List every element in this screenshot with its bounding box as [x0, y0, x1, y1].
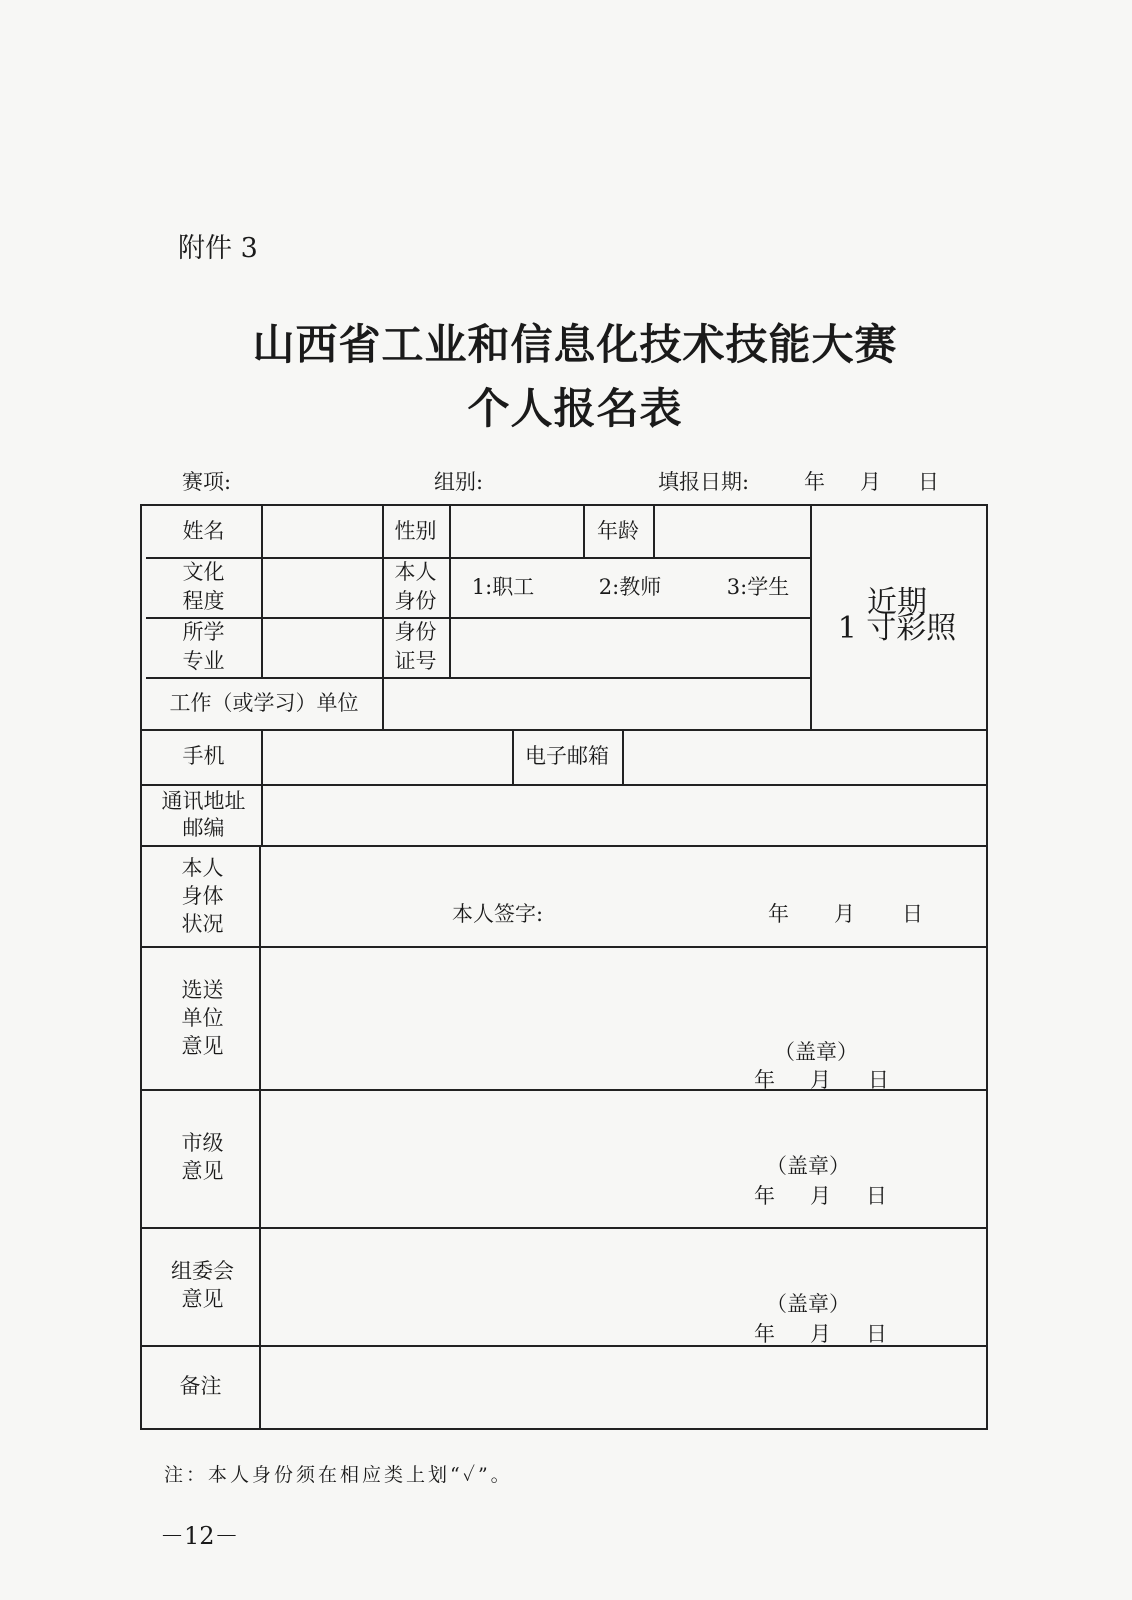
fill-date-month: 月	[860, 470, 881, 494]
recommend-unit-stamp: （盖章）	[774, 1040, 858, 1064]
city-opinion-label: 市级 意见	[181, 1131, 224, 1183]
city-opinion-stamp: （盖章）	[766, 1154, 850, 1178]
name-label: 姓名	[182, 519, 225, 543]
recommend-unit-day: 日	[868, 1068, 889, 1092]
identity-option-teacher: 2:教师	[598, 574, 662, 599]
identity-label: 本人 身份	[394, 560, 437, 613]
attachment-label: 附件 3	[178, 233, 258, 264]
page-number: －12－	[160, 1522, 239, 1550]
form-subtitle: 个人报名表	[467, 384, 683, 433]
major-label: 所学 专业	[182, 620, 225, 673]
signature-label: 本人签字:	[452, 902, 544, 926]
group-label: 组别:	[434, 470, 484, 494]
city-opinion-month: 月	[810, 1184, 831, 1208]
signature-month: 月	[834, 902, 855, 926]
committee-opinion-year: 年	[754, 1322, 775, 1346]
city-opinion-year: 年	[754, 1184, 775, 1208]
fill-date-year: 年	[804, 470, 825, 494]
footnote: 注：本人身份须在相应类上划“✓”。	[164, 1464, 513, 1486]
committee-opinion-stamp: （盖章）	[766, 1292, 850, 1316]
identity-option-worker: 1:职工	[471, 574, 535, 599]
gender-label: 性别	[394, 519, 437, 543]
remarks-label: 备注	[179, 1374, 222, 1398]
recommend-unit-year: 年	[754, 1068, 775, 1092]
age-label: 年龄	[597, 519, 639, 543]
signature-year: 年	[768, 902, 789, 926]
city-opinion-day: 日	[866, 1184, 887, 1208]
photo-text-line2: 1 寸彩照	[837, 611, 957, 646]
form-title: 山西省工业和信息化技术技能大赛	[252, 320, 898, 369]
phone-label: 手机	[182, 744, 225, 768]
committee-opinion-label: 组委会 意见	[171, 1259, 234, 1311]
signature-day: 日	[902, 902, 923, 926]
event-label: 赛项:	[182, 470, 232, 494]
health-label: 本人 身体 状况	[181, 855, 224, 936]
committee-opinion-day: 日	[866, 1322, 887, 1346]
id-number-label: 身份 证号	[394, 620, 437, 673]
recommend-unit-month: 月	[810, 1068, 831, 1092]
fill-date-label: 填报日期:	[658, 470, 750, 494]
email-label: 电子邮箱	[525, 744, 609, 768]
recommend-unit-label: 选送 单位 意见	[181, 977, 224, 1058]
address-label: 通讯地址 邮编	[161, 788, 246, 840]
education-label: 文化 程度	[182, 560, 225, 613]
committee-opinion-month: 月	[810, 1322, 831, 1346]
identity-option-student: 3:学生	[726, 574, 790, 599]
photo-text-line1: 近期	[867, 585, 927, 620]
fill-date-day: 日	[918, 470, 939, 494]
work-unit-label: 工作（或学习）单位	[169, 690, 359, 715]
